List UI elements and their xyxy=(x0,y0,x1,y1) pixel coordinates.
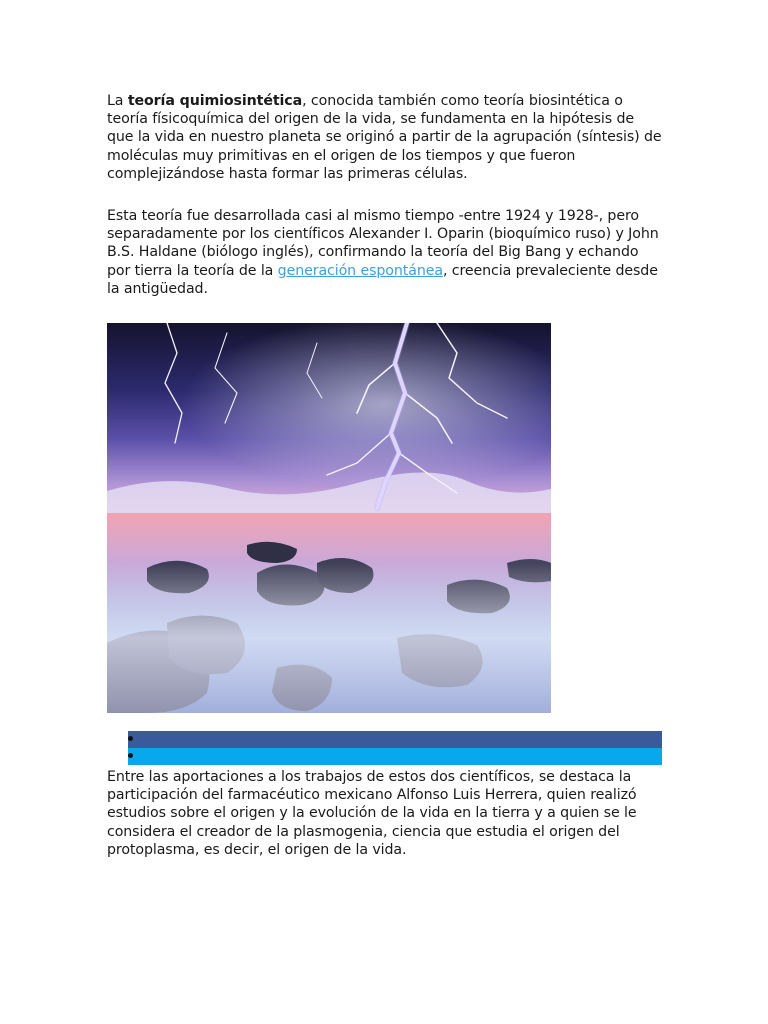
link-generacion-espontanea[interactable]: generación espontánea xyxy=(277,262,443,279)
decorative-bar-list xyxy=(128,731,662,765)
bullet-dot xyxy=(128,736,133,741)
paragraph-intro-lead: La xyxy=(107,93,128,109)
paragraph-intro xyxy=(107,92,663,183)
paragraph-history-before: Esta teoría fue desarrollada casi al mismo tiempo -entre 1924 y 1928-, pero separadamente por los científicos Alexander I. Oparin (bioquímico ruso) y John B.S. Haldane (biólogo inglés), confirmando la teoría del Big Bang y echando por tierra la teoría de la xyxy=(107,208,659,279)
storm-seascape-image xyxy=(107,323,551,713)
paragraph-herrera: Entre las aportaciones a los trabajos de estos dos científicos, se destaca la participación del farmacéutico mexicano Alfonso Luis Herrera, quien realizó estudios sobre el origen y la evolución de la vida en la tierra y a quien se le considera el creador de la plasmogenia, ciencia que estudia el origen del protoplasma, es decir, el origen de la vida. xyxy=(107,769,637,858)
document-body xyxy=(107,92,663,322)
paragraph-history xyxy=(107,207,663,298)
bar-item-2 xyxy=(128,748,662,765)
bar-item-1 xyxy=(128,731,662,748)
term-quimiosintetica: teoría quimiosintética xyxy=(127,93,303,109)
bullet-dot xyxy=(128,753,133,758)
paragraph-intro-rest: , conocida también como teoría biosintética o teoría físicoquímica del origen de la vida, se fundamenta en la hipótesis de que la vida en nuestro planeta se originó a partir de la agrupación (síntesis) de moléculas muy primitivas en el origen de los tiempos y que fueron complejizándose hasta formar las primeras células. xyxy=(107,93,662,182)
paragraph-history-after: , creencia prevaleciente desde la antigüedad. xyxy=(107,262,658,297)
